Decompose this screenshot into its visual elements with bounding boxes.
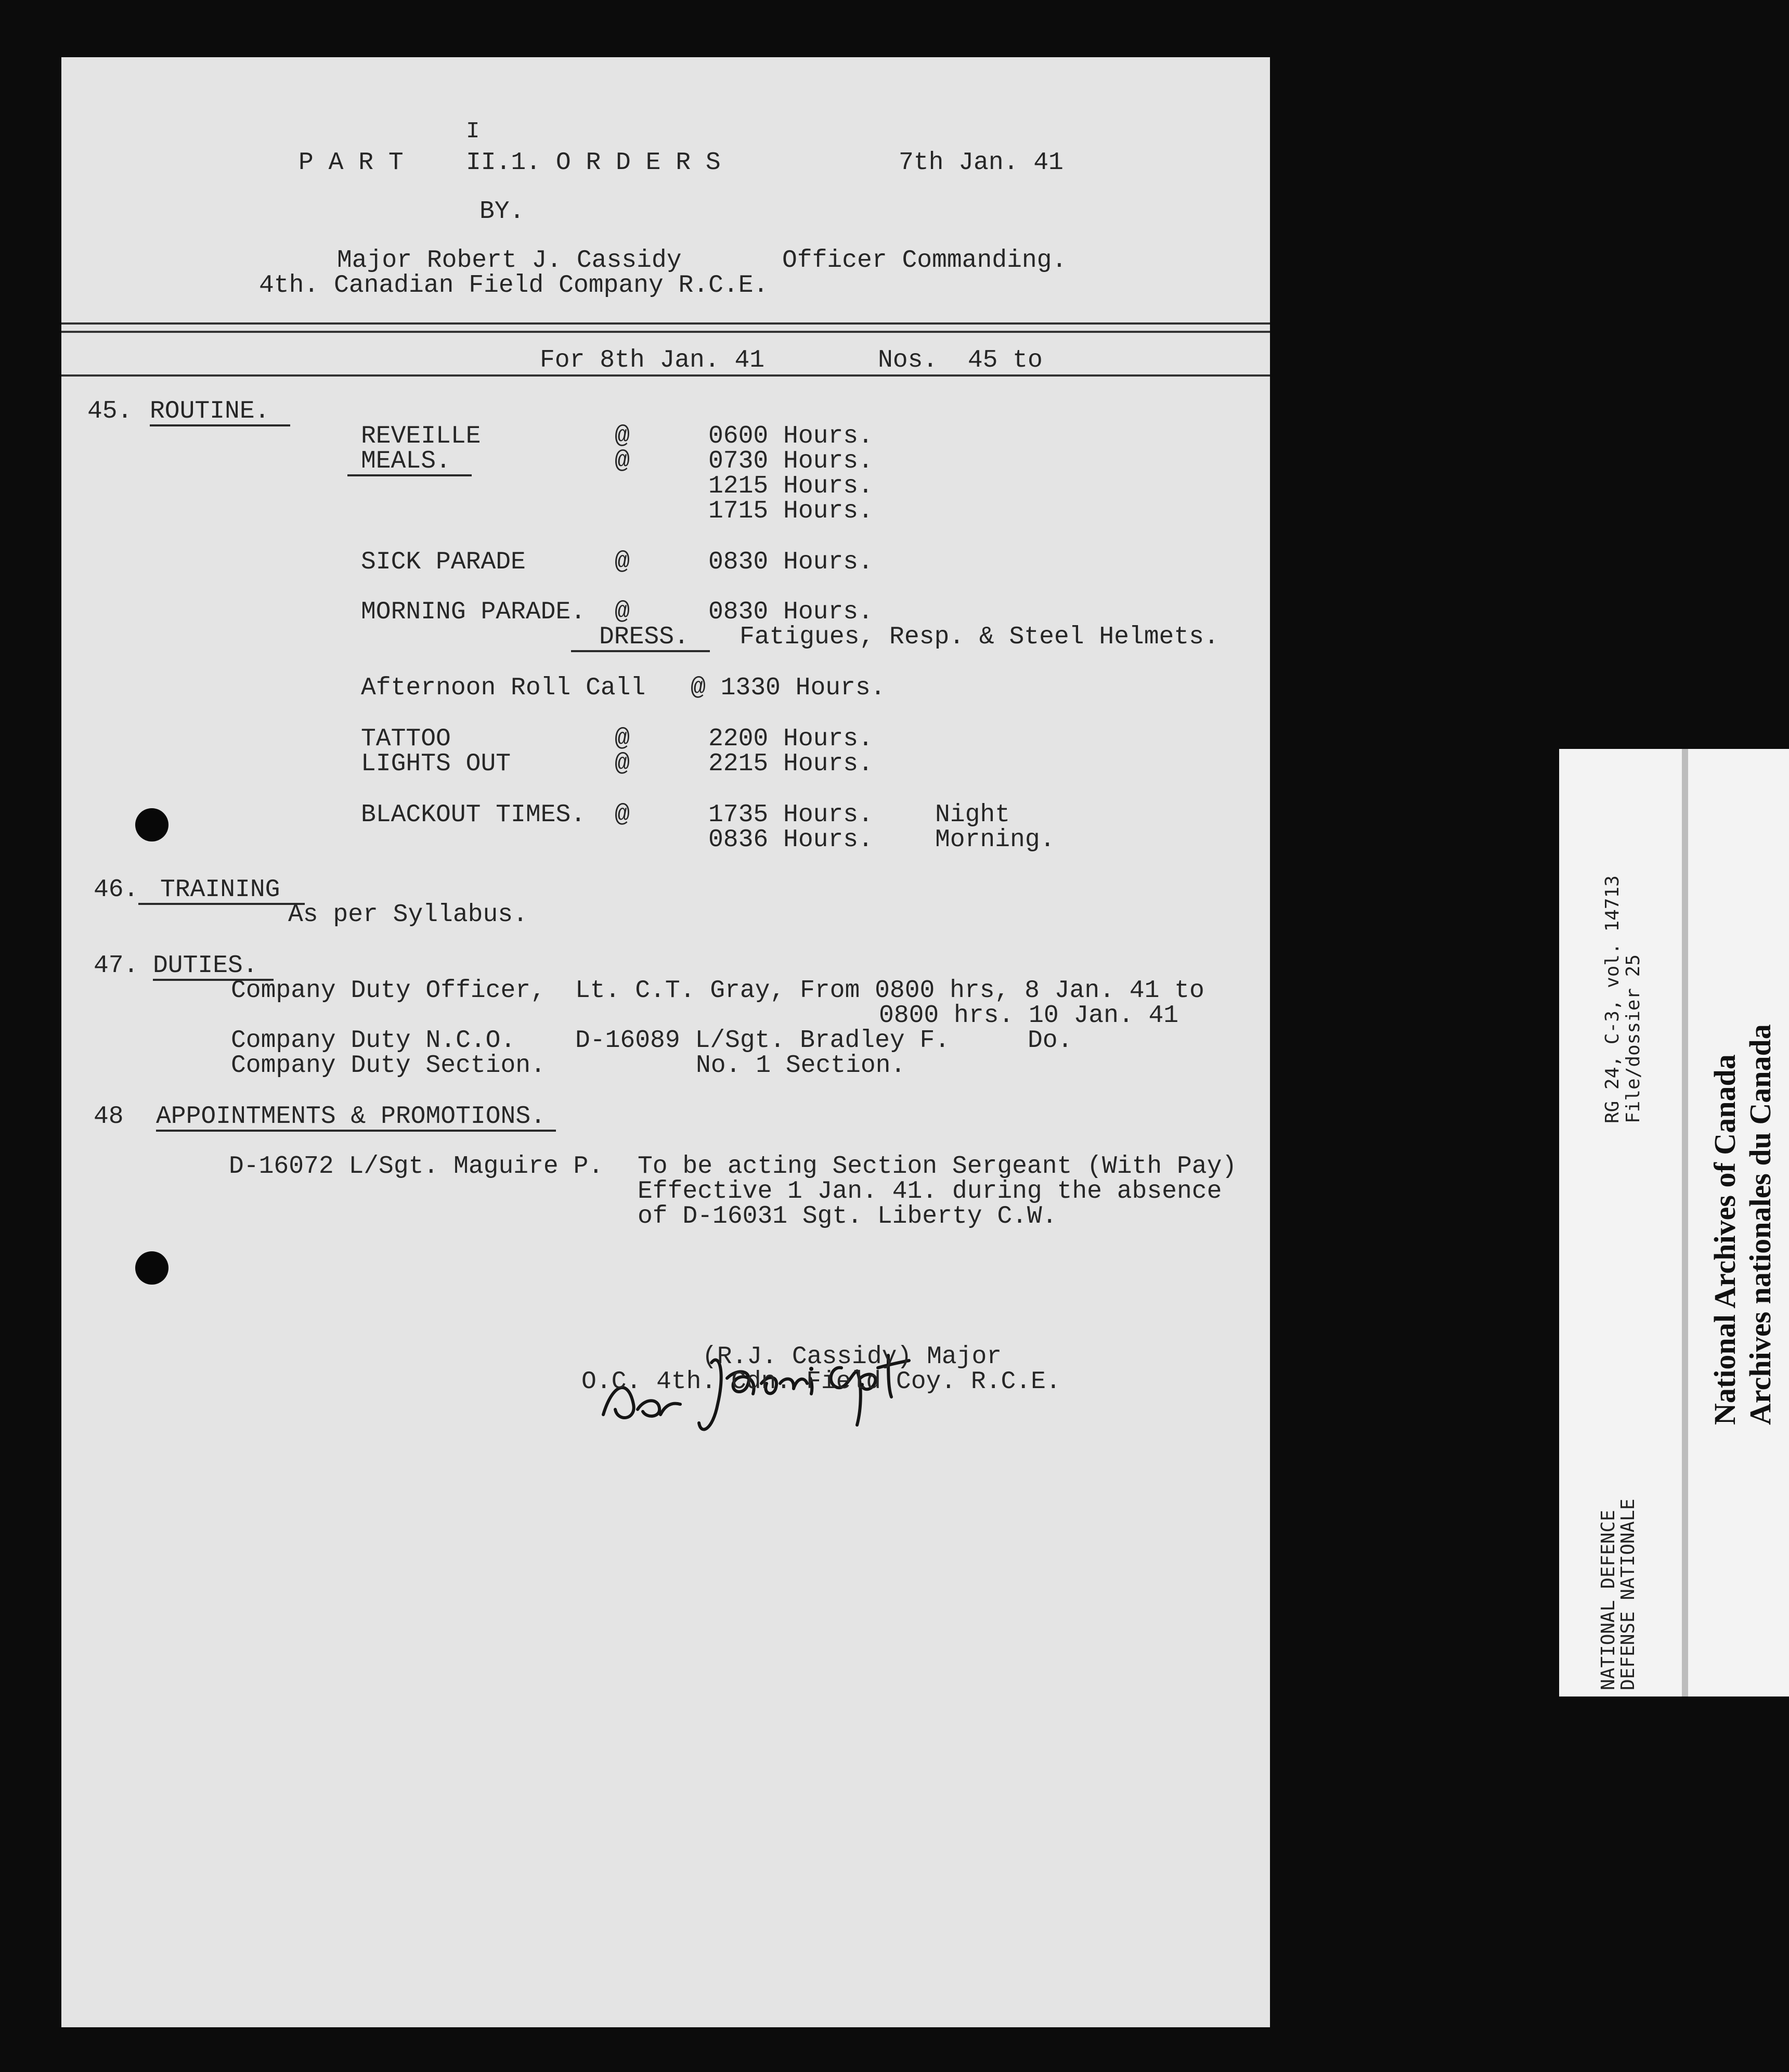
section-number-47: 47. xyxy=(94,952,139,980)
meals-time-3: 1715 Hours. xyxy=(708,497,873,525)
reveille-time: 0600 Hours. xyxy=(708,422,873,450)
meals-label: MEALS. xyxy=(347,448,472,476)
by-label: BY. xyxy=(479,198,525,226)
section-title-routine: ROUTINE. xyxy=(150,398,290,426)
header-rule-top xyxy=(61,322,1270,325)
duty-nco-value: D-16089 L/Sgt. Bradley F. xyxy=(575,1027,950,1055)
blackout-night-time: 1735 Hours. xyxy=(708,801,873,829)
section-title-duties: DUTIES. xyxy=(153,953,274,981)
appointment-line-3: of D-16031 Sgt. Liberty C.W. xyxy=(638,1202,1057,1231)
section-number-46: 46. xyxy=(94,876,139,904)
meals-time-2: 1215 Hours. xyxy=(708,472,873,500)
blackout-night: Night xyxy=(935,801,1010,829)
punch-hole-bottom xyxy=(135,1251,168,1285)
dept-french: DEFENSE NATIONALE xyxy=(1617,1498,1639,1690)
training-text: As per Syllabus. xyxy=(288,901,528,929)
morning-parade-label: MORNING PARADE. xyxy=(361,598,586,626)
section-title-training: TRAINING xyxy=(138,877,305,905)
blackout-label: BLACKOUT TIMES. xyxy=(361,801,586,829)
lights-out-label: LIGHTS OUT xyxy=(361,750,511,778)
unit-name: 4th. Canadian Field Company R.C.E. xyxy=(259,271,769,300)
signature-name: (R.J. Cassidy) Major xyxy=(702,1343,1002,1371)
header-rule-bottom xyxy=(61,374,1270,377)
header-rule-top-2 xyxy=(61,331,1270,333)
sick-parade-label: SICK PARADE xyxy=(361,548,526,576)
signature-role: O.C. 4th. Cdn. Field Coy. R.C.E. xyxy=(581,1368,1061,1396)
appointment-line-2: Effective 1 Jan. 41. during the absence xyxy=(638,1177,1222,1206)
meals-at: @ xyxy=(615,447,630,475)
duty-section-label: Company Duty Section. xyxy=(231,1052,546,1080)
dress-value: Fatigues, Resp. & Steel Helmets. xyxy=(740,623,1219,651)
archives-name-french: Archives nationales du Canada xyxy=(1743,1024,1777,1425)
meals-time-1: 0730 Hours. xyxy=(708,447,873,475)
blackout-morning-time: 0836 Hours. xyxy=(708,826,873,854)
sick-parade-time: 0830 Hours. xyxy=(708,548,873,576)
sick-parade-at: @ xyxy=(615,548,630,576)
commander-role: Officer Commanding. xyxy=(782,247,1067,275)
archive-tag xyxy=(1559,749,1789,1697)
roll-call-label: Afternoon Roll Call xyxy=(361,674,646,702)
dept-english: NATIONAL DEFENCE xyxy=(1598,1510,1619,1690)
reveille-at: @ xyxy=(615,422,630,450)
tattoo-time: 2200 Hours. xyxy=(708,725,873,753)
tag-fold xyxy=(1682,749,1688,1697)
morning-parade-at: @ xyxy=(615,598,630,626)
section-title-appointments: APPOINTMENTS & PROMOTIONS. xyxy=(156,1104,556,1132)
duty-officer-value-2: 0800 hrs. 10 Jan. 41 xyxy=(879,1002,1179,1030)
order-numbers: Nos. 45 to xyxy=(878,346,1043,374)
for-date: For 8th Jan. 41 xyxy=(540,346,765,374)
section-number-45: 45. xyxy=(87,397,133,425)
lights-out-time: 2215 Hours. xyxy=(708,750,873,778)
appointment-person: D-16072 L/Sgt. Maguire P. xyxy=(229,1152,604,1181)
archive-reference-2: File/dossier 25 xyxy=(1623,954,1644,1123)
duty-officer-label: Company Duty Officer, xyxy=(231,977,546,1005)
appointment-line-1: To be acting Section Sergeant (With Pay) xyxy=(638,1152,1237,1181)
tattoo-label: TATTOO xyxy=(361,725,451,753)
blackout-at: @ xyxy=(615,801,630,829)
reveille-label: REVEILLE xyxy=(361,422,481,450)
dress-label: DRESS. xyxy=(571,624,710,652)
duty-officer-value: Lt. C.T. Gray, From 0800 hrs, 8 Jan. 41 to xyxy=(575,977,1204,1005)
blackout-morning: Morning. xyxy=(935,826,1055,854)
roll-call-time: @ 1330 Hours. xyxy=(691,674,886,702)
lights-out-at: @ xyxy=(615,750,630,778)
duty-nco-ditto: Do. xyxy=(1028,1027,1073,1055)
orders-label: II.1. O R D E R S xyxy=(466,149,721,177)
punch-hole-top xyxy=(135,808,168,841)
tattoo-at: @ xyxy=(615,725,630,753)
part-label: P A R T xyxy=(299,149,404,177)
duty-nco-label: Company Duty N.C.O. xyxy=(231,1027,516,1055)
archives-name-english: National Archives of Canada xyxy=(1708,1054,1742,1425)
commander-name: Major Robert J. Cassidy xyxy=(337,247,682,275)
duty-section-value: No. 1 Section. xyxy=(696,1052,906,1080)
morning-parade-time: 0830 Hours. xyxy=(708,598,873,626)
document-page xyxy=(61,57,1270,2027)
section-number-48: 48 xyxy=(94,1103,124,1131)
part-correction: I xyxy=(466,119,480,145)
order-date: 7th Jan. 41 xyxy=(899,149,1064,177)
archive-reference-1: RG 24, C-3, vol. 14713 xyxy=(1602,875,1623,1123)
